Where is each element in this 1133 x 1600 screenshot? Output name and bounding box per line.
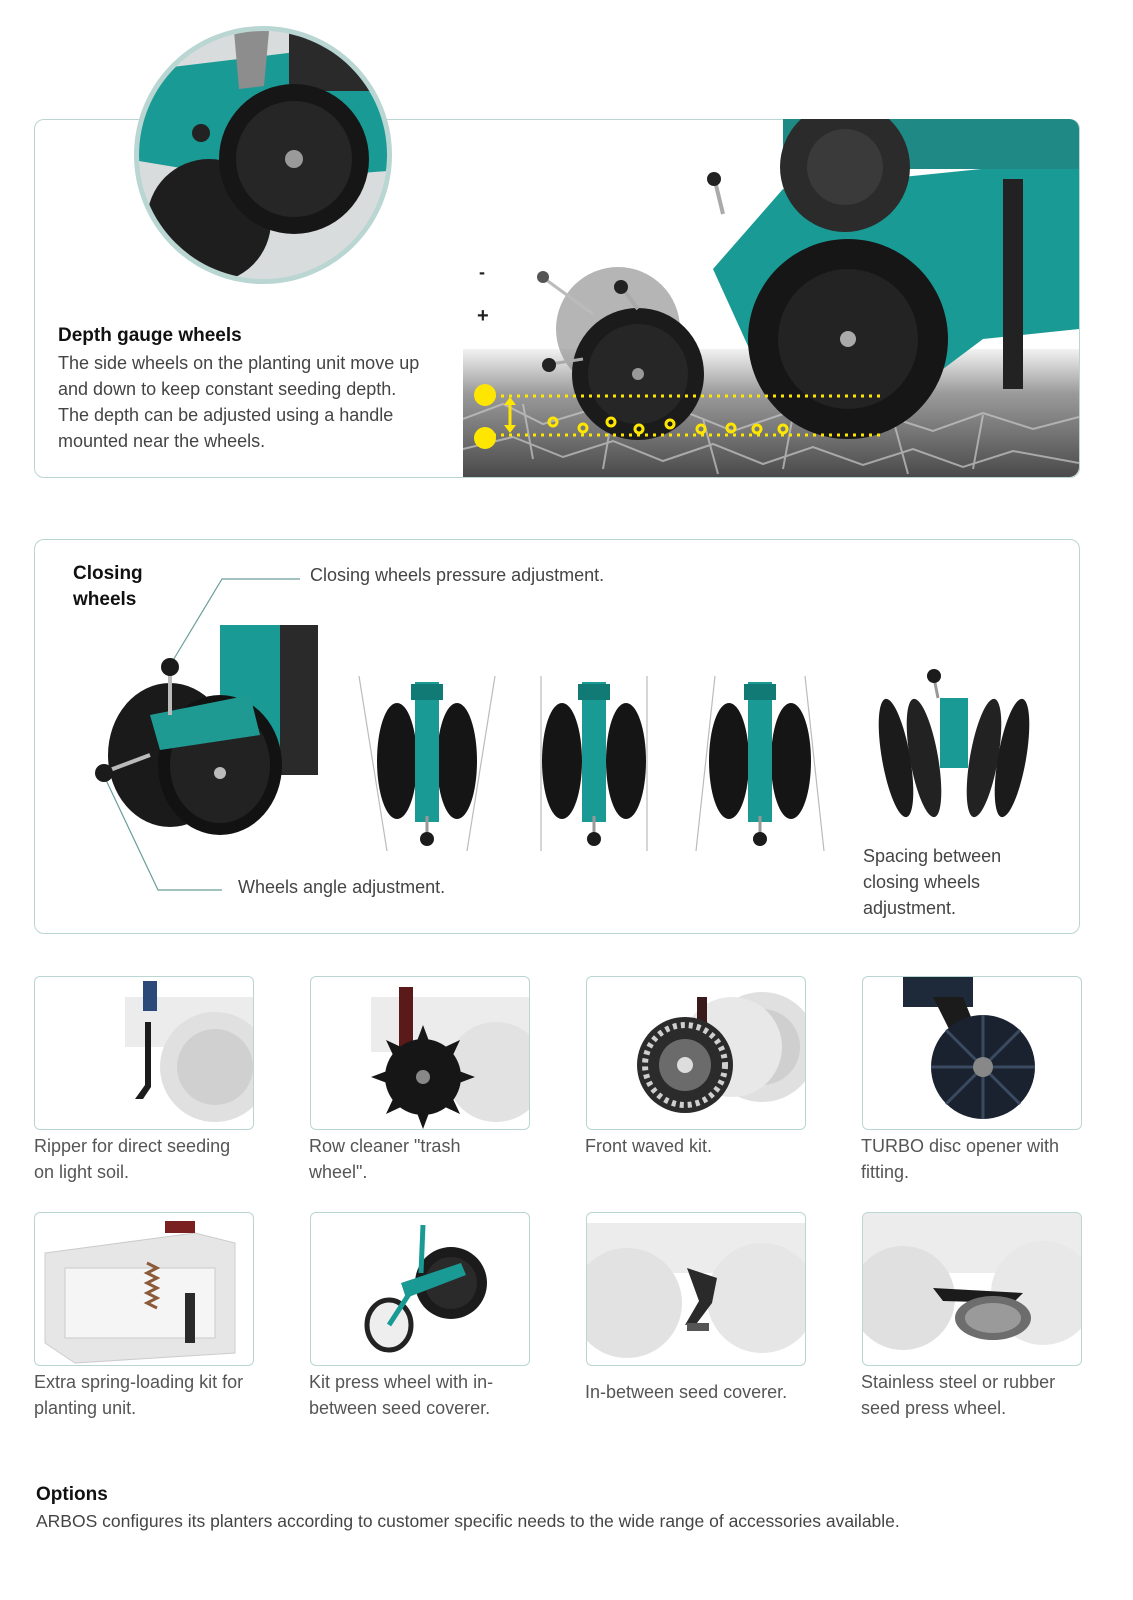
closing-wheels-angle-image-2 [540,676,648,851]
closing-wheels-title-line1: Closing [73,563,143,584]
depth-gauge-description: The side wheels on the planting unit move up and down to keep constant seeding depth. The depth can be adjusted using a handle mounted near the wheels. [58,353,420,451]
turbo-disc-caption-line1: TURBO disc opener with [861,1136,1060,1156]
seed-press-wheel-thumbnail [862,1212,1082,1366]
row-cleaner-thumbnail [310,976,530,1130]
spring-kit-caption-line1: Extra spring-loading kit for [34,1372,244,1392]
closing-wheel-closeup-image [90,625,318,837]
options-title: Options [36,1484,108,1505]
turbo-disc-caption-line2: fitting. [861,1162,910,1182]
spring-kit-thumbnail [34,1212,254,1366]
closing-wheels-angle-image-1 [357,676,497,851]
press-wheel-caption-line1: Kit press wheel with in- [309,1372,494,1392]
depth-gauge-title: Depth gauge wheels [58,325,242,346]
seed-coverer-thumbnail [586,1212,806,1366]
ripper-caption-line2: on light soil. [34,1162,130,1182]
angle-adjustment-label: Wheels angle adjustment. [238,877,446,897]
spring-kit-caption-line2: planting unit. [34,1398,137,1418]
options-text: ARBOS configures its planters according to customer specific needs to the wide range of accessories available. [36,1511,900,1531]
seed-press-wheel-caption-line1: Stainless steel or rubber [861,1372,1056,1392]
depth-minus-marker: - [479,262,485,282]
depth-plus-marker: + [477,305,489,327]
turbo-disc-thumbnail [862,976,1082,1130]
ripper-caption-line1: Ripper for direct seeding [34,1136,231,1156]
seed-coverer-caption-line1: In-between seed coverer. [585,1382,788,1402]
closing-wheels-title-line2: wheels [73,589,137,610]
waved-kit-caption-line1: Front waved kit. [585,1136,713,1156]
spacing-adjustment-label-line2: closing wheels [863,872,981,892]
spacing-adjustment-label-line3: adjustment. [863,898,957,918]
press-wheel-caption-line2: between seed coverer. [309,1398,491,1418]
spacing-adjustment-label-line1: Spacing between [863,846,1002,866]
closing-wheels-angle-image-3 [695,676,825,851]
press-wheel-thumbnail [310,1212,530,1366]
pressure-adjustment-label: Closing wheels pressure adjustment. [310,565,605,585]
seed-press-wheel-caption-line2: seed press wheel. [861,1398,1007,1418]
row-cleaner-caption-line1: Row cleaner "trash [309,1136,461,1156]
closing-wheels-spacing-image [872,668,1032,828]
row-cleaner-caption-line2: wheel". [309,1162,368,1182]
waved-disc-thumbnail [586,976,806,1130]
ripper-thumbnail [34,976,254,1130]
